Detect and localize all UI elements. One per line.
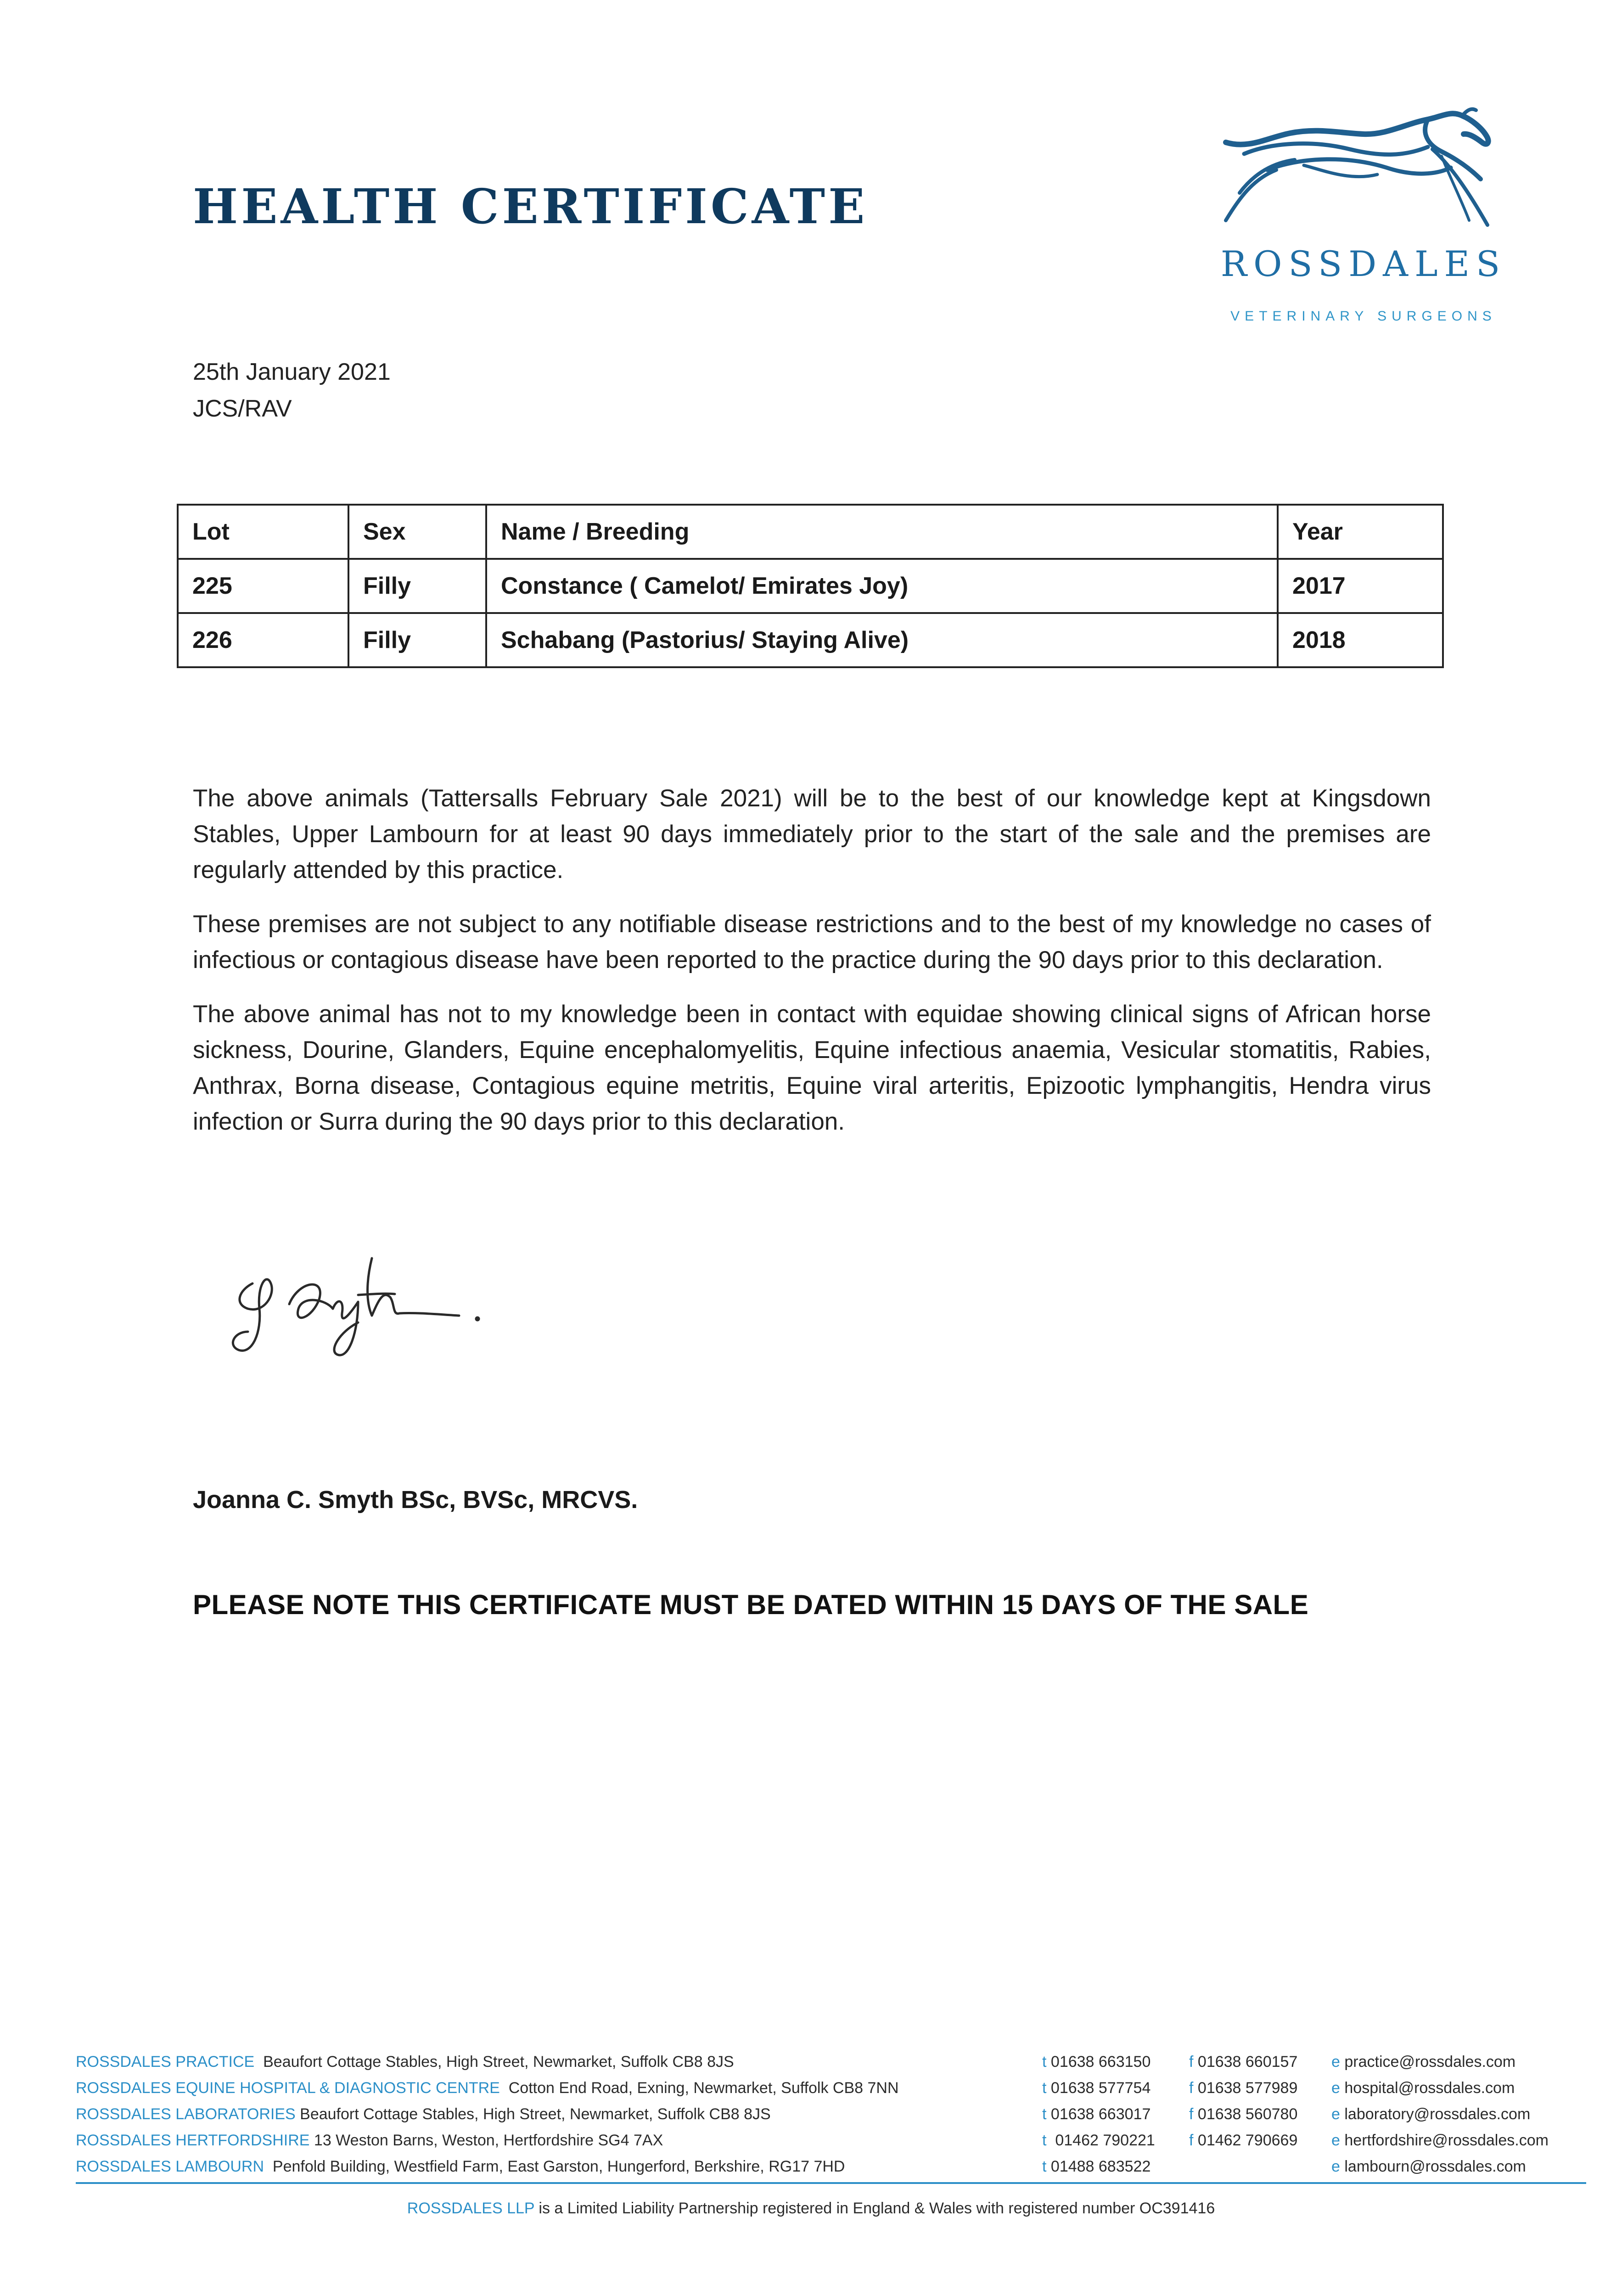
- fax-label: f: [1189, 2079, 1194, 2097]
- office-fax: 01638 577989: [1197, 2079, 1298, 2097]
- letter-meta: [193, 354, 391, 427]
- office-name: ROSSDALES EQUINE HOSPITAL & DIAGNOSTIC CENTRE: [76, 2079, 500, 2097]
- office-name: ROSSDALES PRACTICE: [76, 2053, 255, 2071]
- year-cell: 2017: [1278, 559, 1443, 613]
- signature: [220, 1240, 514, 1405]
- office-tel: 01638 663150: [1050, 2053, 1151, 2071]
- email-label: e: [1331, 2105, 1340, 2123]
- body-paragraph: The above animals (Tattersalls February Sale 2021) will be to the best of our knowledge kept at Kingsdown Stables, Upper Lambourn for at least 90 days immediately prior to the start of the sale and the premises are regularly attended by this practice.: [193, 785, 1431, 884]
- office-name: ROSSDALES HERTFORDSHIRE: [76, 2132, 310, 2149]
- column-header-lot: Lot: [178, 505, 348, 559]
- body-paragraph: These premises are not subject to any notifiable disease restrictions and to the best of my knowledge no cases of infectious or contagious disease have been reported to the practice during the 90 days prior to this declaration.: [193, 911, 1431, 974]
- year-cell: 2018: [1278, 613, 1443, 667]
- brand-subtitle: VETERINARY SURGEONS: [1230, 309, 1497, 324]
- tel-label: t: [1042, 2132, 1047, 2149]
- lot-cell: 226: [178, 613, 348, 667]
- office-email[interactable]: hospital@rossdales.com: [1344, 2079, 1515, 2097]
- horse-table: [177, 504, 1444, 668]
- email-label: e: [1331, 2158, 1340, 2175]
- tel-label: t: [1042, 2105, 1047, 2123]
- office-address: Beaufort Cottage Stables, High Street, Newmarket, Suffolk CB8 8JS: [300, 2105, 771, 2123]
- certificate-body: [193, 781, 1431, 1158]
- office-email[interactable]: hertfordshire@rossdales.com: [1344, 2132, 1549, 2149]
- office-fax: 01638 660157: [1197, 2053, 1298, 2071]
- footer-row: [76, 2075, 1586, 2101]
- name-breeding-cell: Schabang (Pastorius/ Staying Alive): [486, 613, 1278, 667]
- llp-text: is a Limited Liability Partnership registered in England & Wales with registered number OC391416: [539, 2200, 1215, 2217]
- office-address: Penfold Building, Westfield Farm, East Garston, Hungerford, Berkshire, RG17 7HD: [272, 2158, 845, 2175]
- email-label: e: [1331, 2079, 1340, 2097]
- signer-name: Joanna C. Smyth BSc, BVSc, MRCVS.: [193, 1486, 638, 1514]
- llp-statement: [0, 2200, 1622, 2217]
- tel-label: t: [1042, 2079, 1047, 2097]
- name-breeding-cell: Constance ( Camelot/ Emirates Joy): [486, 559, 1278, 613]
- footer-contacts: [76, 2049, 1586, 2180]
- fax-label: f: [1189, 2053, 1194, 2071]
- reference-code: JCS/RAV: [193, 395, 292, 422]
- email-label: e: [1331, 2132, 1340, 2149]
- office-address: Beaufort Cottage Stables, High Street, Newmarket, Suffolk CB8 8JS: [263, 2053, 734, 2071]
- fax-label: f: [1189, 2105, 1194, 2123]
- email-label: e: [1331, 2053, 1340, 2071]
- office-email[interactable]: lambourn@rossdales.com: [1344, 2158, 1526, 2175]
- body-paragraph: The above animal has not to my knowledge been in contact with equidae showing clinical signs of African horse sickness, Dourine, Glanders, Equine encephalomyelitis, Equine infectious anaemia, Vesicular stomatitis, Rabies, Anthrax, Borna disease, Contagious equine metritis, Equine viral arteritis, Epizootic lymphangitis, Hendra virus infection or Surra during the 90 days prior to this declaration.: [193, 1001, 1431, 1135]
- footer-row: [76, 2127, 1586, 2154]
- column-header-year: Year: [1278, 505, 1443, 559]
- tel-label: t: [1042, 2158, 1047, 2175]
- footer-row: [76, 2101, 1586, 2127]
- fax-label: f: [1189, 2132, 1194, 2149]
- footer-row: [76, 2049, 1586, 2075]
- office-address: Cotton End Road, Exning, Newmarket, Suffolk CB8 7NN: [508, 2079, 899, 2097]
- horse-logo-icon: [1212, 106, 1515, 248]
- rossdales-logo: [1212, 106, 1515, 335]
- office-tel: 01638 577754: [1050, 2079, 1151, 2097]
- footer-divider: [76, 2182, 1586, 2184]
- lot-cell: 225: [178, 559, 348, 613]
- column-header-name-breeding: Name / Breeding: [486, 505, 1278, 559]
- table-header-row: [178, 505, 1443, 559]
- brand-name: ROSSDALES: [1220, 243, 1507, 284]
- table-row: [178, 559, 1443, 613]
- office-tel: 01638 663017: [1050, 2105, 1151, 2123]
- office-fax: 01462 790669: [1197, 2132, 1298, 2149]
- footer-row: [76, 2154, 1586, 2180]
- office-fax: 01638 560780: [1197, 2105, 1298, 2123]
- office-email[interactable]: practice@rossdales.com: [1344, 2053, 1516, 2071]
- llp-name: ROSSDALES LLP: [407, 2200, 534, 2217]
- office-address: 13 Weston Barns, Weston, Hertfordshire SG4 7AX: [314, 2132, 663, 2149]
- office-name: ROSSDALES LABORATORIES: [76, 2105, 296, 2123]
- office-tel: 01488 683522: [1050, 2158, 1151, 2175]
- column-header-sex: Sex: [348, 505, 486, 559]
- sale-date-notice: PLEASE NOTE THIS CERTIFICATE MUST BE DATED WITHIN 15 DAYS OF THE SALE: [193, 1589, 1309, 1620]
- tel-label: t: [1042, 2053, 1047, 2071]
- table-row: [178, 613, 1443, 667]
- sex-cell: Filly: [348, 559, 486, 613]
- office-email[interactable]: laboratory@rossdales.com: [1344, 2105, 1531, 2123]
- office-tel: 01462 790221: [1055, 2132, 1155, 2149]
- document-title: HEALTH CERTIFICATE: [193, 178, 868, 235]
- office-name: ROSSDALES LAMBOURN: [76, 2158, 264, 2175]
- certificate-date: 25th January 2021: [193, 359, 391, 385]
- sex-cell: Filly: [348, 613, 486, 667]
